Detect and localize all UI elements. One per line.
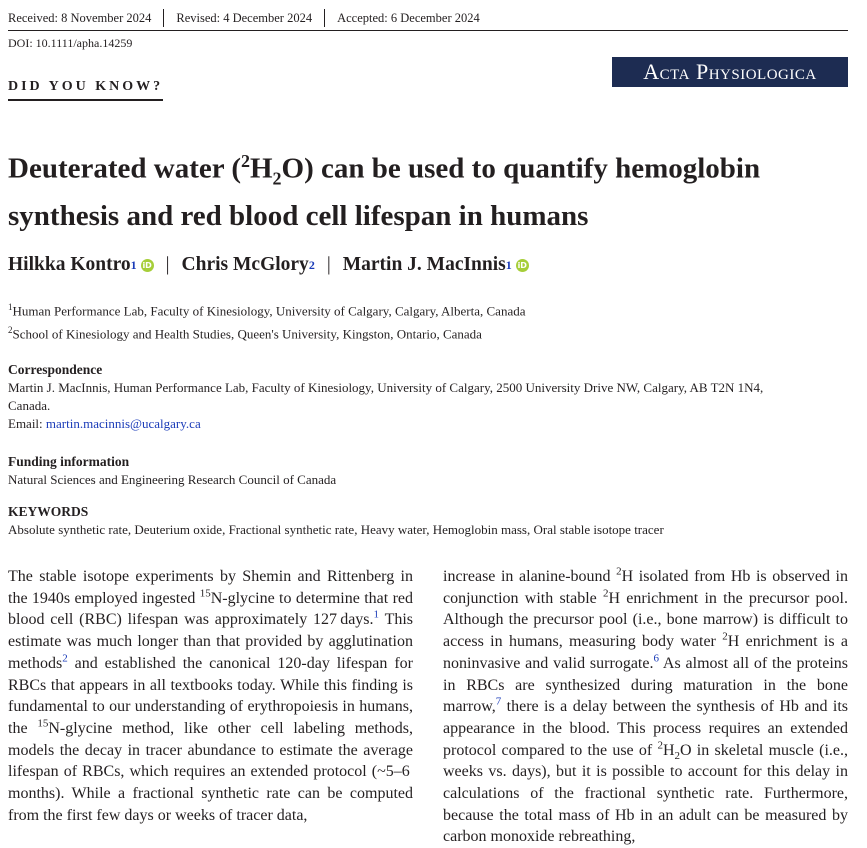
author-list bbox=[8, 254, 529, 276]
funding-text: Natural Sciences and Engineering Research Council of Canada bbox=[8, 472, 337, 487]
keywords-heading: KEYWORDS bbox=[8, 504, 89, 519]
author-separator: | bbox=[165, 254, 170, 275]
author-affiliation-ref[interactable]: 2 bbox=[308, 257, 315, 272]
journal-logo: Acta Physiologica bbox=[612, 57, 848, 87]
keywords-block bbox=[8, 503, 848, 539]
author-name[interactable]: Martin J. MacInnis bbox=[342, 254, 506, 275]
keywords-text: Absolute synthetic rate, Deuterium oxide, Fractional synthetic rate, Heavy water, Hemoglobin mass, Oral stable isotope tracer bbox=[8, 522, 664, 537]
author-affiliation-ref[interactable]: 1 bbox=[505, 257, 512, 272]
citation-ref[interactable]: 6 bbox=[653, 652, 659, 665]
correspondence-address: Martin J. MacInnis, Human Performance Lab, Faculty of Kinesiology, University of Calgary, 2500 University Drive NW, Calgary, AB T2N 1N4, bbox=[8, 380, 764, 395]
section-tag: DID YOU KNOW? bbox=[8, 79, 163, 101]
citation-ref[interactable]: 2 bbox=[62, 652, 68, 665]
body-column-right: increase in alanine-bound $^2$H isolated from Hb is observed in conjunction with stable $^2$H enrichment in the precursor pool. Although the precursor pool (i.e., bone marrow) is difficult to access in humans, measuring body water $^2$H enrichment is a noninvasive and valid surrogate.$^6$ As almost all of the proteins in RBCs are synthesized during maturation in the bone marrow,$^7$ there is a delay between the synthesis of Hb and its appearance in the blood. This process requires an extended protocol compared to the use of $^2H_2O$ in skeletal muscle (i.e., weeks vs. days), but it is possible to account for this delay in calculations of the fractional synthetic rate. Furthermore, because the total mass of Hb in an adult can be measured by carbon monoxide rebreathing, bbox=[443, 565, 849, 846]
doi[interactable]: DOI: 10.1111/apha.14259 bbox=[8, 36, 133, 50]
correspondence-email: Email: martin.macinnis@ucalgary.ca bbox=[8, 416, 201, 431]
author-name[interactable]: Hilkka Kontro bbox=[8, 254, 131, 275]
author-separator: | bbox=[326, 254, 331, 275]
author-name[interactable]: Chris McGlory bbox=[181, 254, 309, 275]
correspondence-heading: Correspondence bbox=[8, 362, 103, 377]
received-date: Received: 8 November 2024 bbox=[8, 10, 152, 25]
funding-block bbox=[8, 453, 848, 489]
author-affiliation-ref[interactable]: 1 bbox=[130, 257, 137, 272]
affiliation: $^1$Human Performance Lab, Faculty of Kinesiology, University of Calgary, Calgary, Alberta, Canada bbox=[8, 302, 526, 319]
article-title: Deuterated water $(^2H_2O)$ can be used to quantify hemoglobin synthesis and red blood cell lifespan in humans bbox=[8, 151, 761, 233]
funding-heading: Funding information bbox=[8, 454, 130, 469]
citation-ref[interactable]: 1 bbox=[373, 609, 380, 622]
email-link[interactable]: martin.macinnis@ucalgary.ca bbox=[45, 416, 201, 431]
orcid-icon[interactable]: iD bbox=[517, 260, 527, 270]
revised-date: Revised: 4 December 2024 bbox=[163, 9, 324, 27]
accepted-date: Accepted: 6 December 2024 bbox=[324, 9, 492, 27]
citation-ref[interactable]: 7 bbox=[495, 695, 502, 708]
correspondence-block bbox=[8, 361, 848, 433]
orcid-icon[interactable]: iD bbox=[142, 260, 152, 270]
body-column-left: The stable isotope experiments by Shemin and Rittenberg in the 1940s employed ingested $^{15}$N-glycine to determine that red blood cell (RBC) lifespan was approximately 127 days.$^1$ This estimate was much longer than that provided by agglutination methods$^2$ and established the canonical 120-day lifespan for RBCs that appears in all textbooks today. While this finding is fundamental to our understanding of erythropoiesis in humans, the $^{15}$N-glycine method, like other cell labeling methods, models the decay in tracer abundance to estimate the average lifespan of RBCs, which requires an extended protocol (~5–6 months). While a fractional synthetic rate can be computed from the first few days or weeks of tracer data, bbox=[8, 568, 414, 824]
article-dates bbox=[8, 6, 848, 31]
affiliation: $^2$School of Kinesiology and Health Studies, Queen's University, Kingston, Ontario, Canada bbox=[8, 325, 482, 342]
correspondence-address: Canada. bbox=[8, 398, 51, 413]
